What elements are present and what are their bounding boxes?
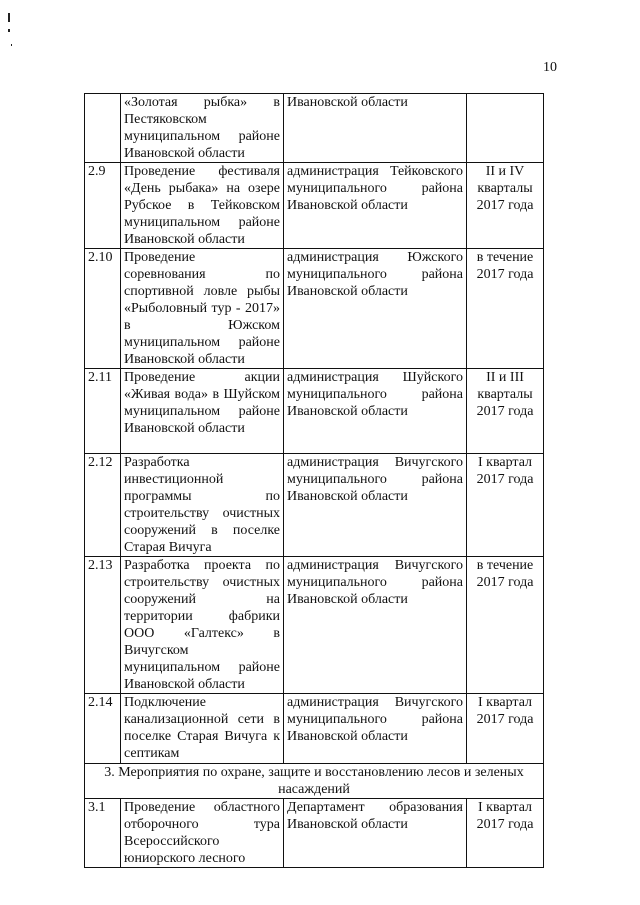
row-number-cell <box>85 94 121 163</box>
table-row <box>85 249 544 369</box>
executor-cell: администрация Шуйского муниципального района Ивановской области <box>284 369 467 454</box>
activity-name-cell: Разработка инвестиционной программы по строительству очистных сооружений в поселке Старая Вичуга <box>121 454 284 557</box>
activity-name-cell: Проведение акции «Живая вода» в Шуйском муниципальном районе Ивановской области <box>121 369 284 454</box>
row-number-cell: 3.1 <box>85 799 121 868</box>
table-row <box>85 94 544 163</box>
term-cell: I квартал 2017 года <box>467 454 544 557</box>
section-title: 3. Мероприятия по охране, защите и восстановлению лесов и зеленых насаждений <box>85 764 544 799</box>
executor-cell: Департамент образования Ивановской области <box>284 799 467 868</box>
term-cell: II и III кварталы 2017 года <box>467 369 544 454</box>
scan-mark <box>11 44 12 46</box>
activity-name-cell: Подключение канализационной сети в поселке Старая Вичуга к септикам <box>121 694 284 764</box>
term-cell: в течение 2017 года <box>467 557 544 694</box>
activity-name-cell: Проведение соревнования по спортивной ловле рыбы «Рыболовный тур - 2017» в Южском муниципальном районе Ивановской области <box>121 249 284 369</box>
row-number-cell: 2.11 <box>85 369 121 454</box>
term-cell: в течение 2017 года <box>467 249 544 369</box>
row-number-cell: 2.12 <box>85 454 121 557</box>
executor-cell: администрация Тейковского муниципального района Ивановской области <box>284 163 467 249</box>
table-row <box>85 799 544 868</box>
executor-cell: администрация Южского муниципального района Ивановской области <box>284 249 467 369</box>
row-number-cell: 2.14 <box>85 694 121 764</box>
page-number: 10 <box>543 60 557 75</box>
scan-mark <box>8 13 10 22</box>
executor-cell: администрация Вичугского муниципального района Ивановской области <box>284 557 467 694</box>
row-number-cell: 2.9 <box>85 163 121 249</box>
term-cell <box>467 94 544 163</box>
activity-name-cell: Проведение областного отборочного тура Всероссийского юниорского лесного <box>121 799 284 868</box>
activities-table <box>84 93 544 868</box>
table-row <box>85 454 544 557</box>
table-row <box>85 163 544 249</box>
term-cell: II и IV кварталы 2017 года <box>467 163 544 249</box>
activity-name-cell: «Золотая рыбка» в Пестяковском муниципальном районе Ивановской области <box>121 94 284 163</box>
activity-name-cell: Разработка проекта по строительству очистных сооружений на территории фабрики ООО «Галтекс» в Вичугском муниципальном районе Ивановской области <box>121 557 284 694</box>
activity-name-cell: Проведение фестиваля «День рыбака» на озере Рубское в Тейковском муниципальном районе Ивановской области <box>121 163 284 249</box>
executor-cell: администрация Вичугского муниципального района Ивановской области <box>284 694 467 764</box>
row-number-cell: 2.10 <box>85 249 121 369</box>
table-row <box>85 557 544 694</box>
executor-cell: администрация Вичугского муниципального района Ивановской области <box>284 454 467 557</box>
scan-mark <box>8 29 10 32</box>
section-header-row <box>85 764 544 799</box>
term-cell: I квартал 2017 года <box>467 694 544 764</box>
term-cell: I квартал 2017 года <box>467 799 544 868</box>
table-row <box>85 369 544 454</box>
table-row <box>85 694 544 764</box>
executor-cell: Ивановской области <box>284 94 467 163</box>
row-number-cell: 2.13 <box>85 557 121 694</box>
